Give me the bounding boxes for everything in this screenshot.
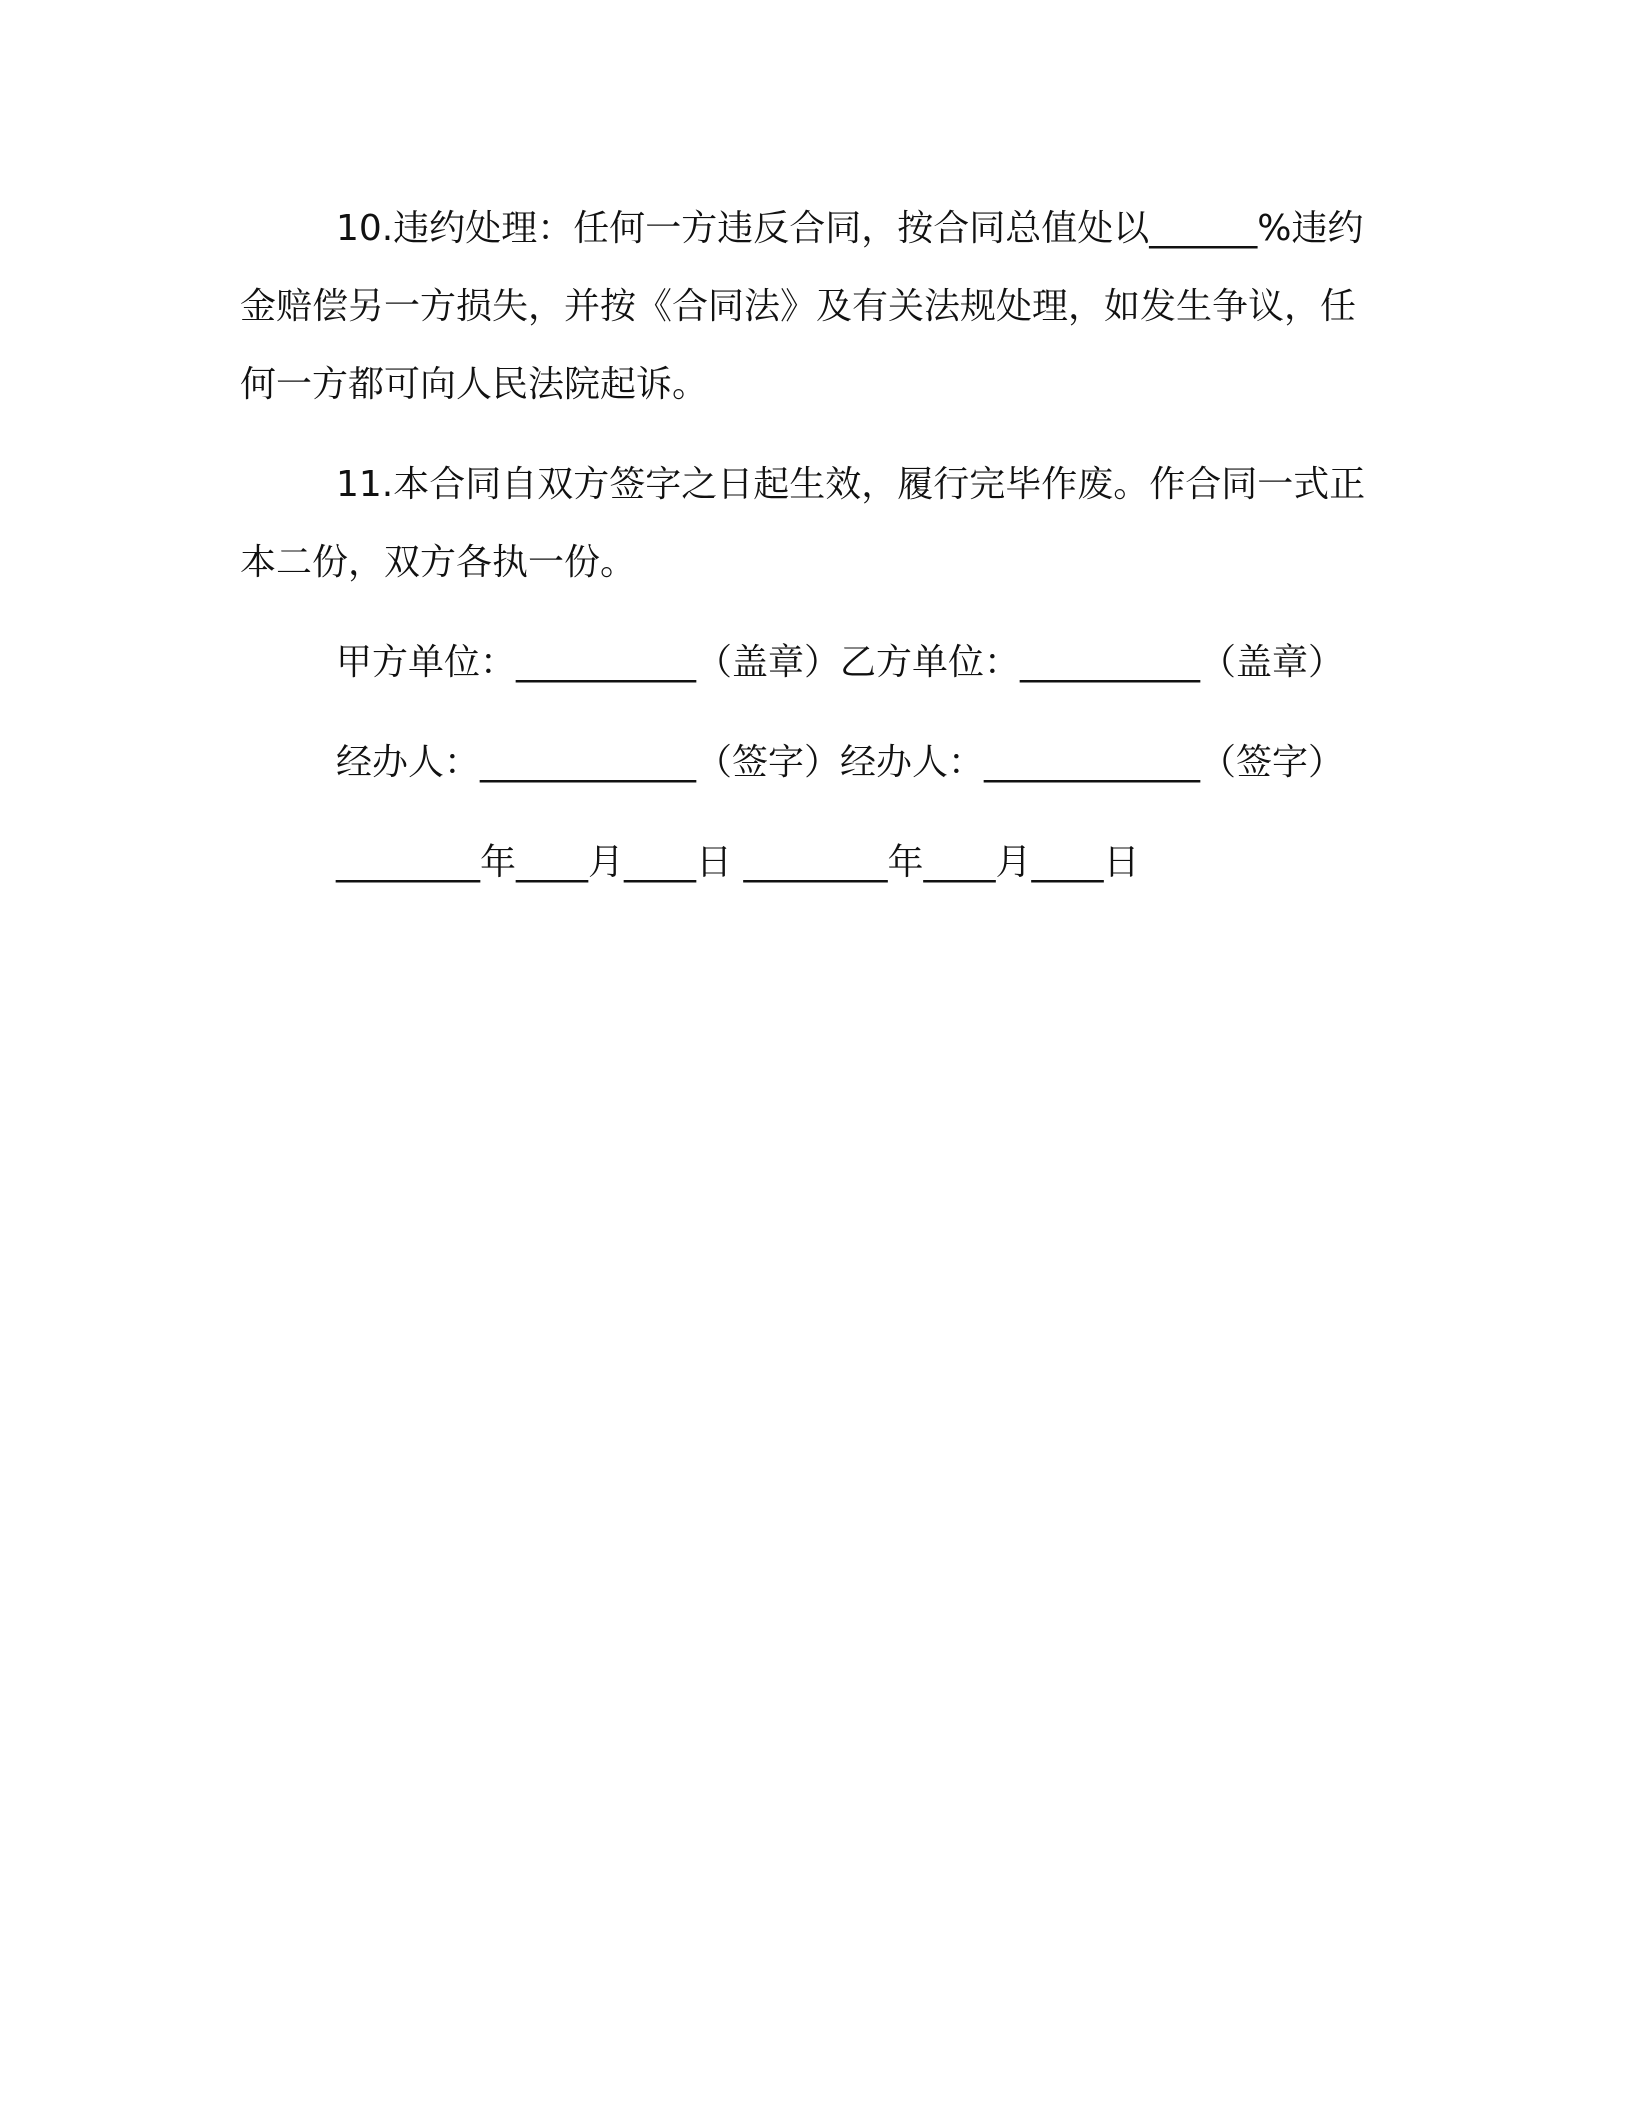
signature-date-line: ________年____月____日 ________年____月____日 bbox=[336, 842, 1140, 883]
clause-11-effectiveness: 11.本合同自双方签字之日起生效，履行完毕作废。作合同一式正本二份，双方各执一份。 bbox=[240, 464, 1366, 583]
signature-handler-line: 经办人：____________（签字）经办人：____________（签字） bbox=[336, 742, 1345, 783]
clause-10-breach: 10.违约处理：任何一方违反合同，按合同总值处以______%违约金赔偿另一方损失，并按《合同法》及有关法规处理，如发生争议，任何一方都可向人民法院起诉。 bbox=[240, 208, 1364, 405]
document-body bbox=[240, 190, 1368, 902]
signature-unit-line: 甲方单位：__________（盖章）乙方单位：__________（盖章） bbox=[336, 642, 1345, 683]
